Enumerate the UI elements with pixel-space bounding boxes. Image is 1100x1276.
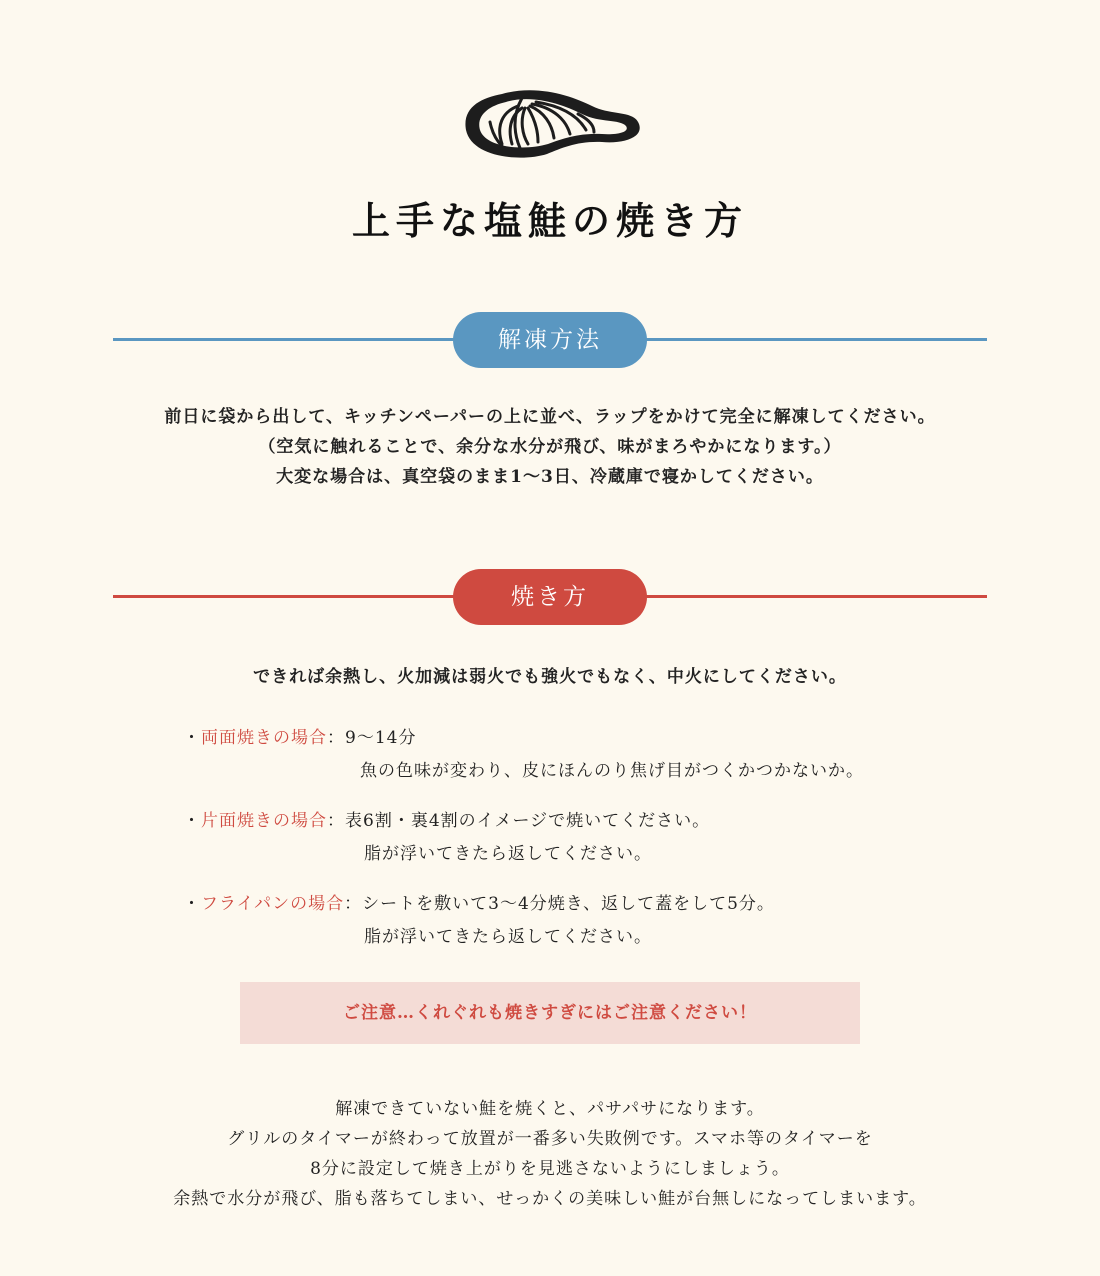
section-header-grill <box>113 569 987 625</box>
bullet: ・ <box>183 811 201 831</box>
separator: ： <box>344 894 363 914</box>
method-item-frying-pan <box>183 888 775 954</box>
salmon-fillet-icon <box>462 86 642 162</box>
method-label: 片面焼きの場合 <box>201 811 327 831</box>
section-title-grill: 焼き方 <box>453 569 647 625</box>
page-title: 上手な塩鮭の焼き方 <box>351 198 748 243</box>
caution-notice: ご注意…くれぐれも焼きすぎにはご注意ください！ <box>240 982 860 1044</box>
thaw-instructions <box>0 402 1100 492</box>
method-item-both-sides <box>183 722 864 788</box>
method-label: 両面焼きの場合 <box>201 728 327 748</box>
method-note: 脂が浮いてきたら返してください。 <box>364 927 652 947</box>
closing-text <box>0 1094 1100 1214</box>
thaw-line: （空気に触れることで、余分な水分が飛び、味がまろやかになります。） <box>258 437 842 457</box>
bullet: ・ <box>183 894 201 914</box>
method-label: フライパンの場合 <box>201 894 345 914</box>
method-note: 脂が浮いてきたら返してください。 <box>364 844 652 864</box>
method-note: 魚の色味が変わり、皮にほんのり焦げ目がつくかつかないか。 <box>360 761 864 781</box>
grill-intro <box>0 662 1100 692</box>
method-value: シートを敷いて3〜4分焼き、返して蓋をして5分。 <box>362 894 775 914</box>
method-value: 9〜14分 <box>345 728 417 748</box>
closing-line: 解凍できていない鮭を焼くと、パサパサになります。 <box>335 1099 765 1119</box>
section-title-thaw: 解凍方法 <box>453 312 647 368</box>
bullet: ・ <box>183 728 201 748</box>
thaw-line: 前日に袋から出して、キッチンペーパーの上に並べ、ラップをかけて完全に解凍してください。 <box>164 407 936 427</box>
closing-line: 余熱で水分が飛び、脂も落ちてしまい、せっかくの美味しい鮭が台無しになってしまいます。 <box>173 1189 927 1209</box>
method-item-one-side <box>183 805 710 871</box>
grill-intro-text: できれば余熱し、火加減は弱火でも強火でもなく、中火にしてください。 <box>253 667 847 687</box>
method-value: 表6割・裏4割のイメージで焼いてください。 <box>345 811 711 831</box>
thaw-line: 大変な場合は、真空袋のまま1〜3日、冷蔵庫で寝かしてください。 <box>276 467 824 487</box>
closing-line: 8分に設定して焼き上がりを見逃さないようにしましょう。 <box>310 1159 790 1179</box>
closing-line: グリルのタイマーが終わって放置が一番多い失敗例です。スマホ等のタイマーを <box>227 1129 873 1149</box>
section-header-thaw <box>113 312 987 368</box>
separator: ： <box>327 728 345 748</box>
separator: ： <box>327 811 345 831</box>
